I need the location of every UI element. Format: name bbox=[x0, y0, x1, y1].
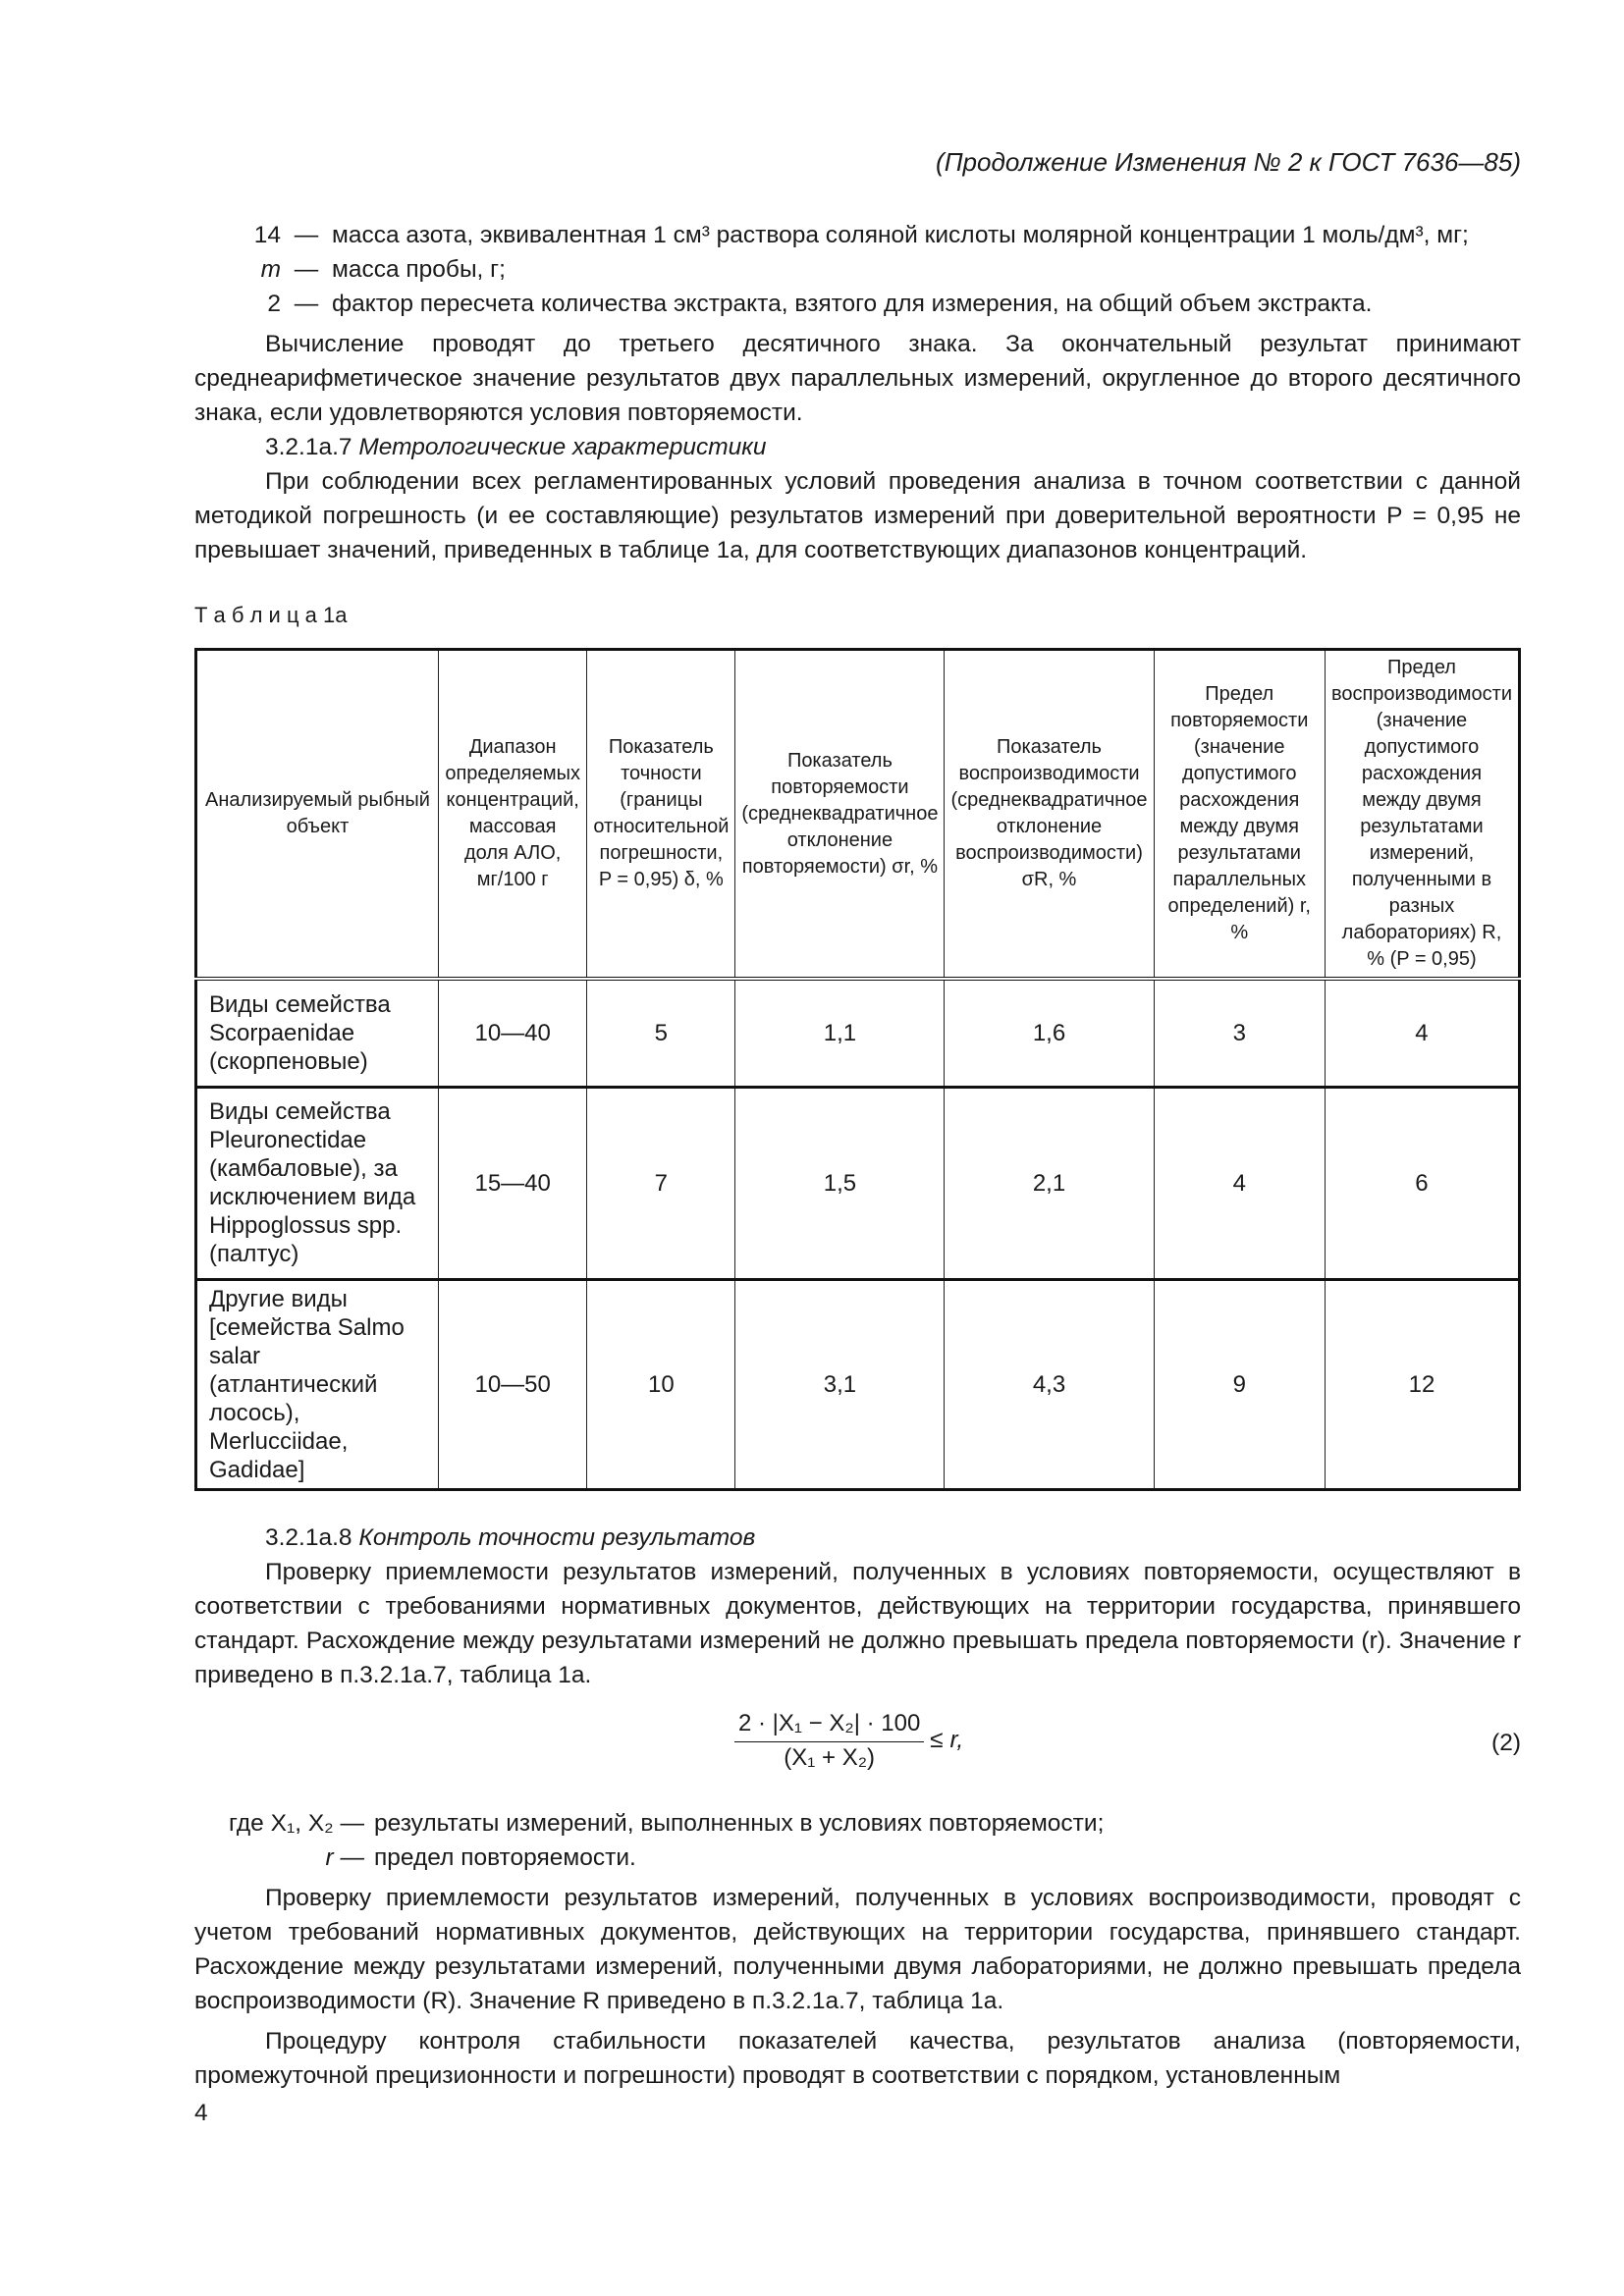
paragraph-reproducibility-check: Проверку приемлемости результатов измерений, полученных в условиях воспроизводимости, проводят с учетом требований нормативных документов, действующих на территории государства, принявшего стандарт. Расхождение между результатами измерений, полученными двумя лабораториями, не должно превышать предела воспроизводимости (R). Значение R приведено в п.3.2.1а.7, таблица 1а. bbox=[194, 1884, 1521, 2014]
running-header: (Продолжение Изменения № 2 к ГОСТ 7636—85) bbox=[936, 147, 1521, 177]
formula-number: (2) bbox=[1491, 1729, 1521, 1756]
page-number: 4 bbox=[194, 2099, 208, 2126]
table-row: Другие виды [семейства Salmo salar (атлантический лосось), Merlucciidae, Gadidae] 10—50 10 3,1 4,3 9 12 bbox=[196, 1279, 1520, 1489]
legend-block-2: где X₁, X₂ — результаты измерений, выполненных в условиях повторяемости; r — предел повторяемости. bbox=[229, 1809, 1105, 1871]
legend-block bbox=[194, 218, 1521, 321]
document-page bbox=[194, 0, 1521, 2128]
metrology-table bbox=[194, 648, 1521, 1491]
header-range: Диапазон определяемых концентраций, массовая доля АЛО, мг/100 г bbox=[438, 650, 586, 980]
paragraph-repeatability-check: Проверку приемлемости результатов измерений, полученных в условиях повторяемости, осуществляют в соответствии с требованиями нормативных документов, действующих на территории государства, принявшего стандарт. Расхождение между результатами измерений не должно превышать предела повторяемости (r). Значение r приведено в п.3.2.1а.7, таблица 1а. bbox=[194, 1558, 1521, 1688]
paragraph-procedure: Процедуру контроля стабильности показателей качества, результатов анализа (повторяемости, промежуточной прецизионности и погрешности) проводят в соответствии с порядком, установленным bbox=[194, 2027, 1521, 2089]
paragraph-metrology: При соблюдении всех регламентированных условий проведения анализа в точном соответствии с данной методикой погрешность (и ее составляющие) результатов измерений при доверительной вероятности P = 0,95 не превышает значений, приведенных в таблице 1а, для соответствующих диапазонов концентраций. bbox=[194, 468, 1521, 563]
header-repeatability: Показатель повторяемости (среднеквадратичное отклонение повторяемости) σr, % bbox=[735, 650, 945, 980]
paragraph-calculation: Вычисление проводят до третьего десятичного знака. За окончательный результат принимают среднеарифметическое значение результатов двух параллельных измерений, округленное до второго десятичного знака, если удовлетворяются условия повторяемости. bbox=[194, 331, 1521, 426]
header-repeat-limit: Предел повторяемости (значение допустимого расхождения между двумя результатами параллельных определений) r, % bbox=[1154, 650, 1325, 980]
section-heading-7: 3.2.1а.7 Метрологические характеристики bbox=[265, 434, 767, 460]
table-row: Виды семейства Pleuronectidae (камбаловые), за исключением вида Hippoglossus spp. (палтус) 15—40 7 1,5 2,1 4 6 bbox=[196, 1087, 1520, 1279]
header-reproducibility: Показатель воспроизводимости (среднеквадратичное отклонение воспроизводимости) σR, % bbox=[945, 650, 1154, 980]
legend-item: m — масса пробы, г; bbox=[260, 256, 506, 283]
table-caption: Т а б л и ц а 1а bbox=[194, 603, 348, 627]
table-row: Виды семейства Scorpaenidae (скорпеновые) 10—40 5 1,1 1,6 3 4 bbox=[196, 979, 1520, 1087]
legend-item: 2 — фактор пересчета количества экстракта, взятого для измерения, на общий объем экстракта. bbox=[267, 291, 1373, 317]
section-heading-8: 3.2.1а.8 Контроль точности результатов bbox=[265, 1523, 756, 1551]
legend-item: 14 — масса азота, эквивалентная 1 см³ раствора соляной кислоты молярной концентрации 1 моль/дм³, мг; bbox=[253, 222, 1469, 248]
formula-2: $\frac{\text{2 · |X₁ − X₂| · 100}}{\text{(X₁ + X₂)}}$ ≤ r, (2) bbox=[194, 1710, 1521, 1779]
header-object: Анализируемый рыбный объект bbox=[196, 650, 439, 980]
header-accuracy: Показатель точности (границы относительной погрешности, P = 0,95) δ, % bbox=[587, 650, 735, 980]
header-reprod-limit: Предел воспроизводимости (значение допустимого расхождения между двумя результатами измерений, полученными в разных лабораториях) R, % (P = 0,95) bbox=[1325, 650, 1519, 980]
formula-fraction: $\frac{\text{2 · |X₁ − X₂| · 100}}{\text{(X₁ + X₂)}}$ bbox=[734, 1710, 924, 1772]
